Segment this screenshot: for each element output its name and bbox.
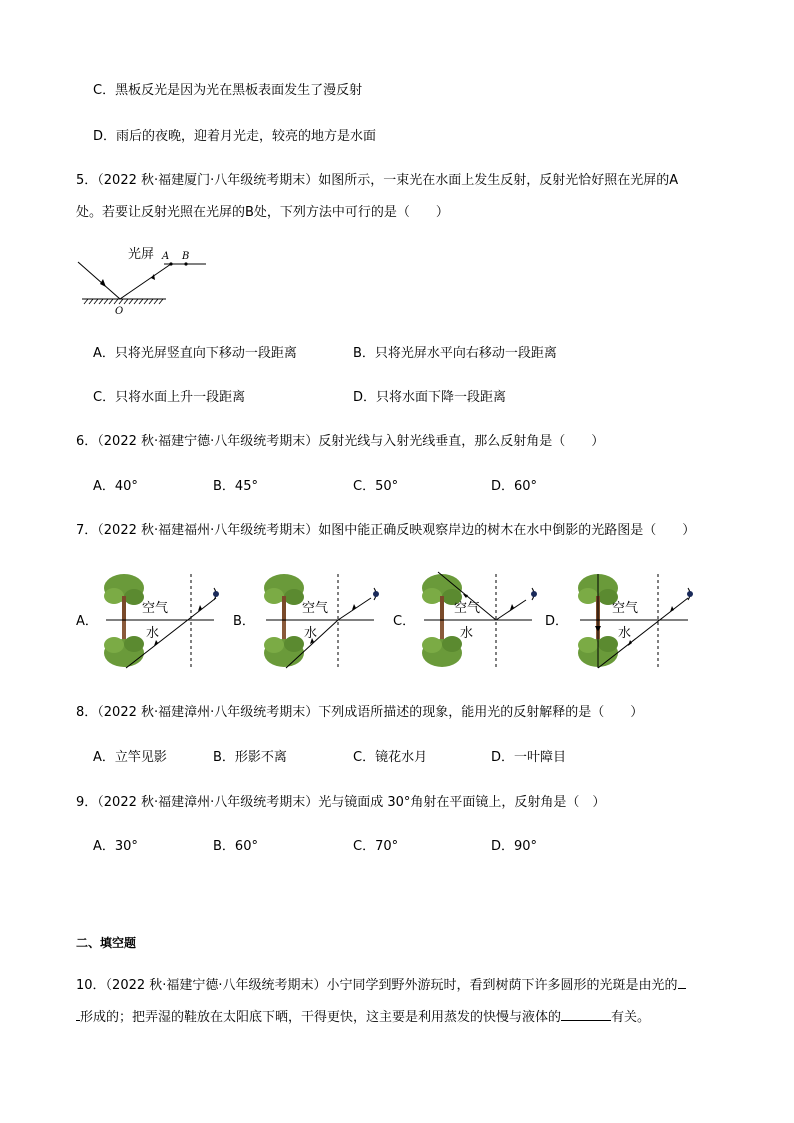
q7-b-air-label: 空气 bbox=[302, 601, 329, 616]
q7-figure-b bbox=[256, 570, 381, 670]
q5-option-a: A．只将光屏竖直向下移动一段距离 bbox=[93, 346, 297, 361]
q8-option-c: C．镜花水月 bbox=[353, 750, 428, 765]
q7-figure-c-label: C． bbox=[393, 614, 416, 629]
q10-stem-line2-text-b: 有关。 bbox=[611, 1010, 651, 1025]
q6-option-a: A．40° bbox=[93, 479, 138, 494]
q10-stem-line2-text-a: 形成的；把弄湿的鞋放在太阳底下晒，干得更快，这主要是利用蒸发的快慢与液体的 bbox=[80, 1010, 562, 1025]
q5-option-b: B．只将光屏水平向右移动一段距离 bbox=[353, 346, 557, 361]
q7-figure-b-label: B． bbox=[233, 614, 255, 629]
q5-option-d: D．只将水面下降一段距离 bbox=[353, 390, 507, 405]
q10-blank-1[interactable] bbox=[678, 976, 686, 989]
q10-stem-line1 bbox=[76, 976, 686, 994]
q10-blank-2[interactable] bbox=[561, 1008, 611, 1021]
q5-point-a-label: A bbox=[162, 251, 170, 262]
q9-option-d: D．90° bbox=[491, 839, 538, 854]
q9-stem: 9．（2022 秋·福建漳州·八年级统考期末）光与镜面成 30°角射在平面镜上，反射角是（ ） bbox=[76, 795, 606, 810]
q6-stem: 6．（2022 秋·福建宁德·八年级统考期末）反射光线与入射光线垂直，那么反射角是（ ） bbox=[76, 434, 605, 449]
q7-stem: 7．（2022 秋·福建福州·八年级统考期末）如图中能正确反映观察岸边的树木在水中倒影的光路图是（ ） bbox=[76, 523, 696, 538]
q7-c-air-label: 空气 bbox=[454, 601, 481, 616]
q7-figure-a-label: A． bbox=[76, 614, 98, 629]
q4-option-d: D．雨后的夜晚，迎着月光走，较亮的地方是水面 bbox=[93, 129, 377, 144]
q10-stem-line1-text: 10．（2022 秋·福建宁德·八年级统考期末）小宁同学到野外游玩时，看到树荫下许多圆形的光斑是由光的 bbox=[76, 978, 678, 993]
q5-stem-line2: 处。若要让反射光照在光屏的B处，下列方法中可行的是（ ） bbox=[76, 205, 449, 220]
q5-point-b-label: B bbox=[182, 251, 190, 262]
q7-figure-d bbox=[570, 570, 695, 670]
eye-icon bbox=[531, 588, 537, 600]
q7-figure-d-label: D． bbox=[545, 614, 569, 629]
q8-stem: 8．（2022 秋·福建漳州·八年级统考期末）下列成语所描述的现象，能用光的反射解释的是（ ） bbox=[76, 705, 644, 720]
q8-option-a: A．立竿见影 bbox=[93, 750, 167, 765]
q5-point-o-label: O bbox=[115, 306, 124, 317]
q4-option-c: C．黑板反光是因为光在黑板表面发生了漫反射 bbox=[93, 83, 363, 98]
q6-option-b: B．45° bbox=[213, 479, 258, 494]
q5-option-c: C．只将水面上升一段距离 bbox=[93, 390, 246, 405]
section-title-fill-in: 二、填空题 bbox=[76, 936, 137, 950]
q9-option-c: C．70° bbox=[353, 839, 399, 854]
q5-stem-line1: 5．（2022 秋·福建厦门·八年级统考期末）如图所示，一束光在水面上发生反射，反射光恰好照在光屏的A bbox=[76, 173, 679, 188]
q9-option-a: A．30° bbox=[93, 839, 138, 854]
q7-a-air-label: 空气 bbox=[142, 601, 169, 616]
q6-option-c: C．50° bbox=[353, 479, 399, 494]
q5-screen-label: 光屏 bbox=[128, 247, 155, 262]
q7-a-water-label: 水 bbox=[146, 626, 160, 641]
q8-option-d: D．一叶障目 bbox=[491, 750, 567, 765]
eye-icon bbox=[373, 588, 379, 600]
q7-d-air-label: 空气 bbox=[612, 601, 639, 616]
q6-option-d: D．60° bbox=[491, 479, 538, 494]
q7-figure-c bbox=[414, 570, 539, 670]
q9-option-b: B．60° bbox=[213, 839, 258, 854]
q7-b-water-label: 水 bbox=[304, 626, 318, 641]
q10-stem-line2 bbox=[76, 1008, 650, 1026]
q8-option-b: B．形影不离 bbox=[213, 750, 287, 765]
q7-c-water-label: 水 bbox=[460, 626, 474, 641]
q7-figure-a bbox=[96, 570, 221, 670]
q5-figure bbox=[76, 244, 216, 322]
q7-d-water-label: 水 bbox=[618, 626, 632, 641]
